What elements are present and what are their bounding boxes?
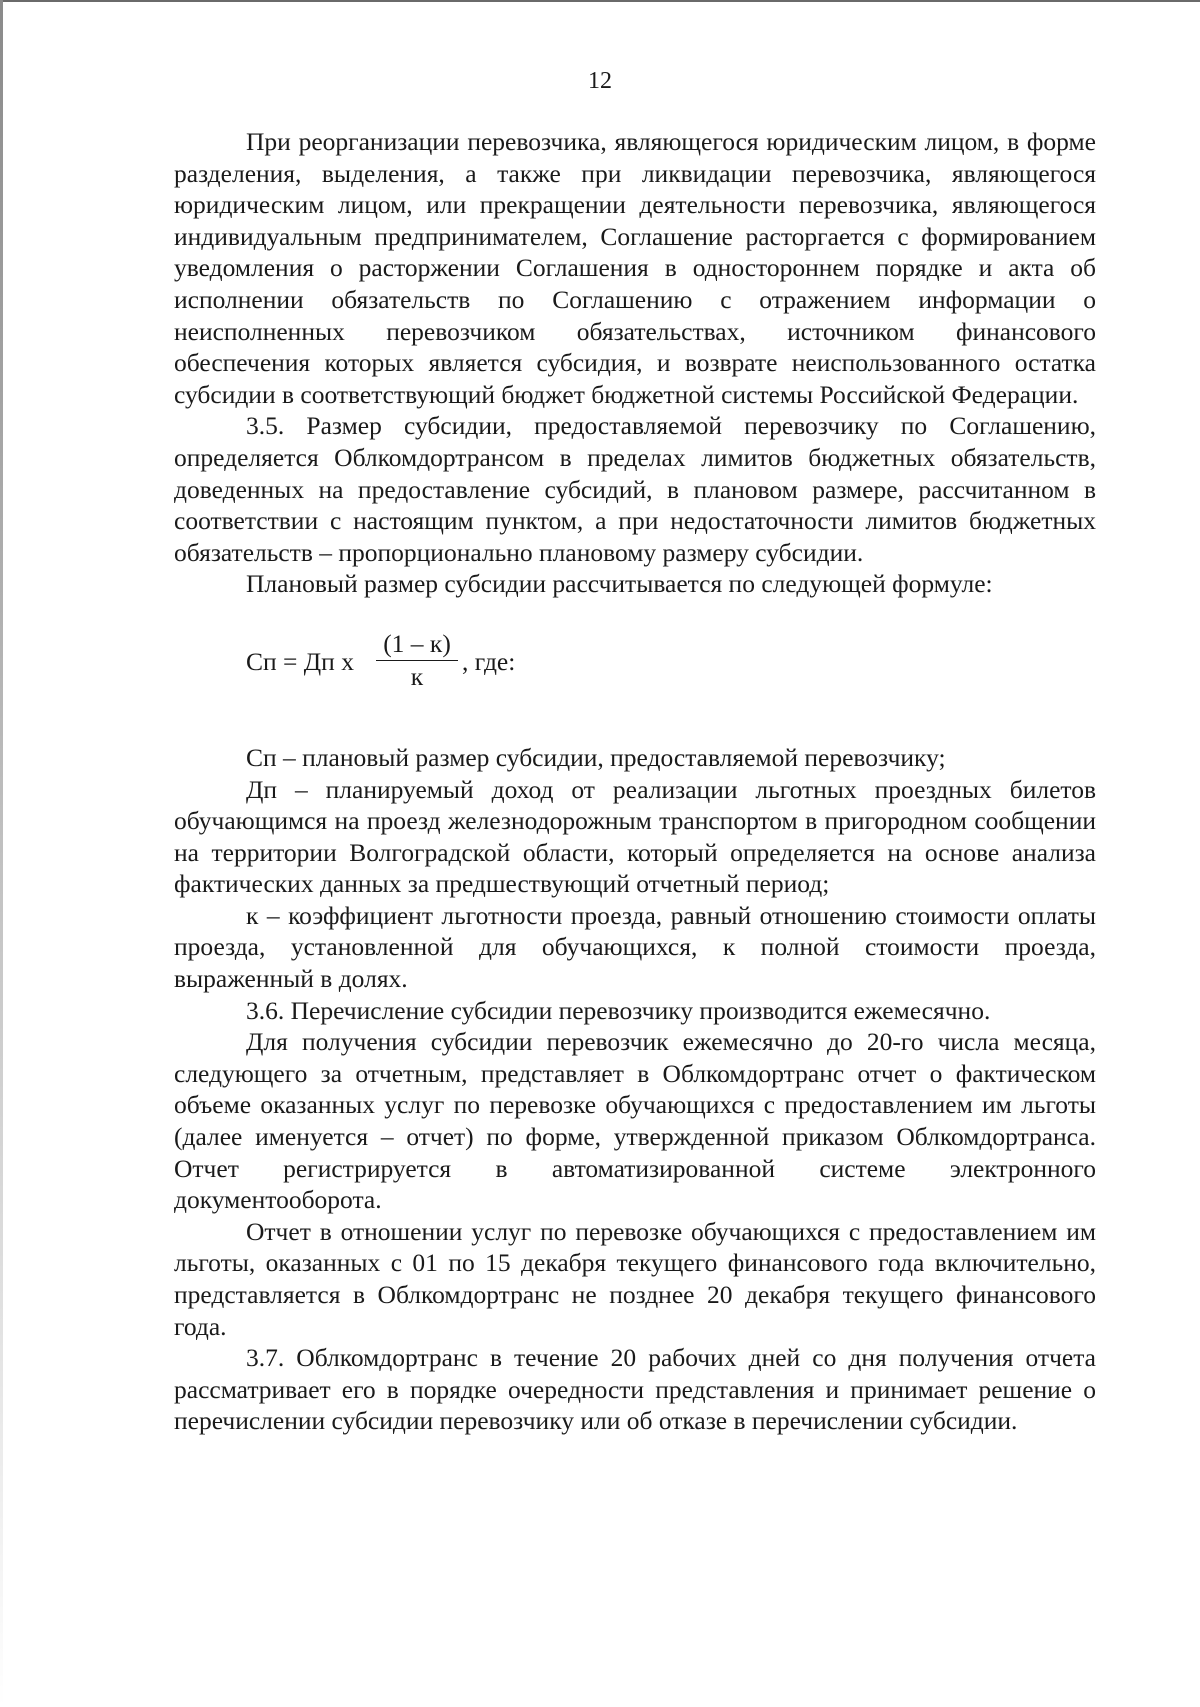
subsidy-formula [174, 600, 1096, 742]
definition-sp: Сп – плановый размер субсидии, предоставляемой перевозчику; [246, 742, 946, 772]
formula-lhs: Сп = Дп x [246, 646, 354, 676]
scan-left-edge [0, 0, 3, 1707]
formula-denominator: к [410, 661, 424, 691]
paragraph-report-monthly: Для получения субсидии перевозчик ежемесячно до 20-го числа месяца, следующего за отчетным, представляет в Облкомдортранс отчет о фактическом объеме оказанных услуг по перевозке обучающихся с предоставлением им льготы (далее именуется – отчет) по форме, утвержденной приказом Облкомдортранса. Отчет регистрируется в автоматизированной системе электронного документооборота. [174, 1027, 1096, 1215]
paragraph-3-6: 3.6. Перечисление субсидии перевозчику производится ежемесячно. [246, 995, 991, 1025]
scan-top-edge [0, 0, 1200, 2]
definition-dp: Дп – планируемый доход от реализации льготных проездных билетов обучающимся на проезд железнодорожным транспортом в пригородном сообщении на территории Волгоградской области, который определяется на основе анализа фактических данных за предшествующий отчетный период; [174, 774, 1096, 899]
definition-k: к – коэффициент льготности проезда, равный отношению стоимости оплаты проезда, установленной для обучающихся, к полной стоимости проезда, выраженный в долях. [174, 900, 1096, 994]
document-body [174, 126, 1096, 1437]
paragraph-formula-intro: Плановый размер субсидии рассчитывается по следующей формуле: [246, 569, 993, 599]
formula-suffix: , где: [462, 646, 516, 676]
page-number: 12 [588, 68, 612, 94]
paragraph-reorganization: При реорганизации перевозчика, являющегося юридическим лицом, в форме разделения, выделения, а также при ликвидации перевозчика, являющегося юридическим лицом, или прекращении деятельности перевозчика, являющегося индивидуальным предпринимателем, Соглашение расторгается с формированием уведомления о расторжении Соглашения в одностороннем порядке и акта об исполнении обязательств по Соглашению с отражением информации о неисполненных перевозчиком обязательствах, источником финансового обеспечения которых является субсидия, и возврате неиспользованного остатка субсидии в соответствующий бюджет бюджетной системы Российской Федерации. [174, 127, 1096, 409]
paragraph-report-december: Отчет в отношении услуг по перевозке обучающихся с предоставлением им льготы, оказанных с 01 по 15 декабря текущего финансового года включительно, представляется в Облкомдортранс не позднее 20 декабря текущего финансового года. [174, 1216, 1096, 1341]
paragraph-3-5: 3.5. Размер субсидии, предоставляемой перевозчику по Соглашению, определяется Облкомдортрансом в пределах лимитов бюджетных обязательств, доведенных на предоставление субсидий, в плановом размере, рассчитанном в соответствии с настоящим пунктом, а при недостаточности лимитов бюджетных обязательств – пропорционально плановому размеру субсидии. [174, 411, 1096, 567]
formula-numerator: (1 – к) [376, 630, 458, 661]
paragraph-3-7: 3.7. Облкомдортранс в течение 20 рабочих дней со дня получения отчета рассматривает его в порядке очередности представления и принимает решение о перечислении субсидии перевозчику или об отказе в перечислении субсидии. [174, 1343, 1096, 1436]
formula-fraction [376, 630, 458, 691]
